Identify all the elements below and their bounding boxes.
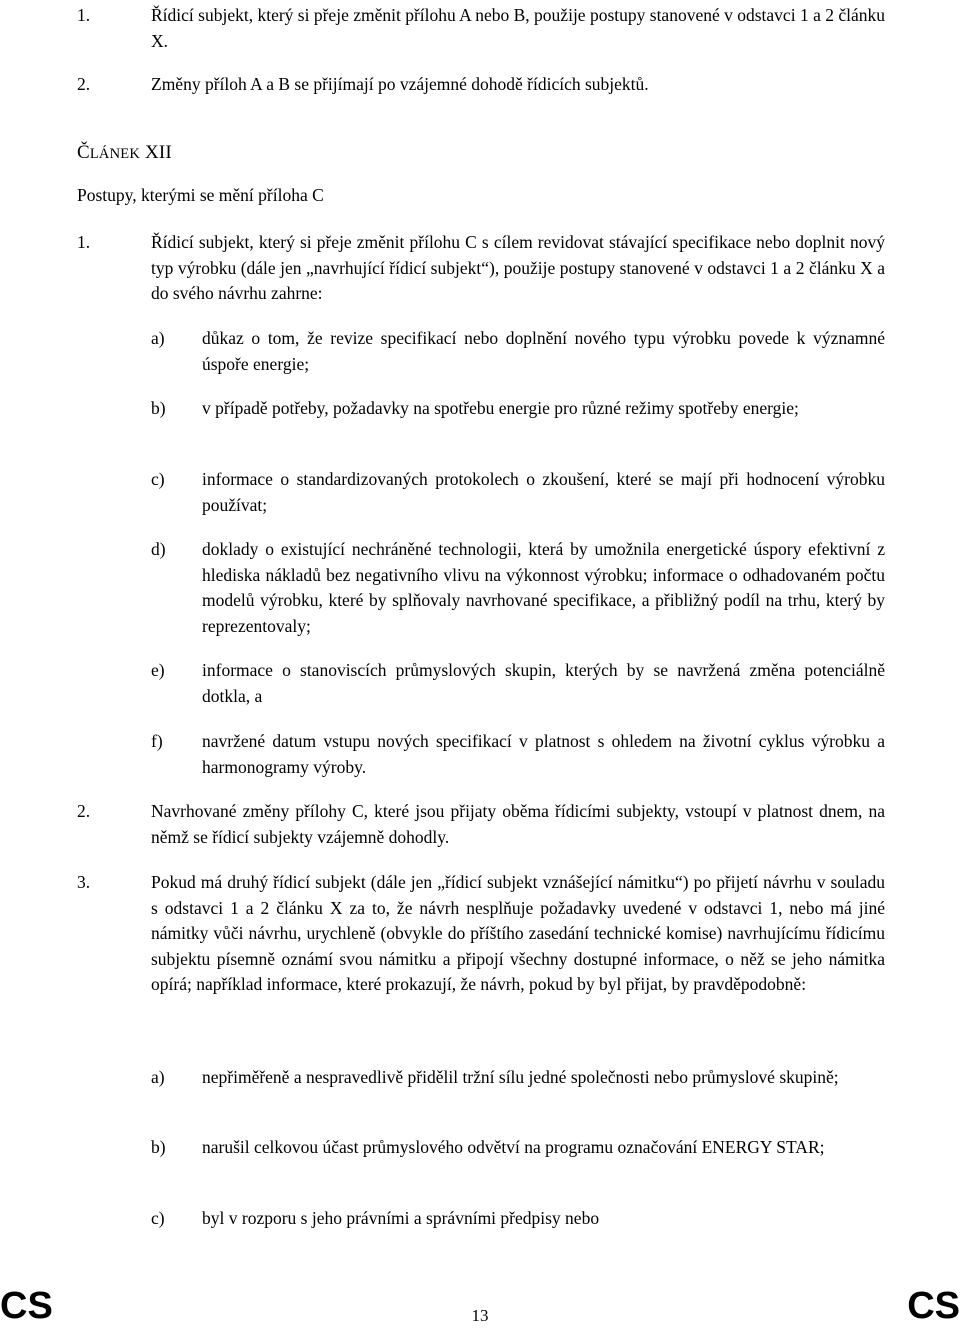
article-subtitle: Postupy, kterými se mění příloha C (77, 185, 324, 205)
list-item-3a (151, 1065, 885, 1091)
list-label: a) (151, 1067, 165, 1087)
list-item-1b (151, 396, 885, 422)
list-label: c) (151, 469, 165, 489)
list-label: d) (151, 539, 166, 559)
list-label: a) (151, 328, 165, 348)
list-label: f) (151, 731, 163, 751)
list-item-1f (151, 729, 885, 780)
paragraph-number: 1. (77, 5, 91, 25)
paragraph-number: 3. (77, 872, 91, 892)
paragraph-item-2 (77, 72, 885, 98)
list-text: v případě potřeby, požadavky na spotřebu energie pro různé režimy spotřeby energie; (202, 398, 799, 418)
paragraph-text: Řídicí subjekt, který si přeje změnit přílohu C s cílem revidovat stávající specifikace nebo doplnit nový typ výrobku (dále jen „navrhující řídicí subjekt“), použije postupy stanovené v odstavci 1 a 2 článku X a do svého návrhu zahrne: (151, 232, 885, 303)
article-paragraph-2 (77, 799, 885, 850)
paragraph-number: 2. (77, 801, 91, 821)
list-text: nepřiměřeně a nespravedlivě přidělil tržní sílu jedné společnosti nebo průmyslové skupině; (202, 1067, 839, 1087)
paragraph-text: Řídicí subjekt, který si přeje změnit přílohu A nebo B, použije postupy stanovené v odstavci 1 a 2 článku X. (151, 5, 885, 51)
paragraph-number: 1. (77, 232, 91, 252)
list-text: důkaz o tom, že revize specifikací nebo doplnění nového typu výrobku povede k významné úspoře energie; (202, 328, 885, 374)
list-text: doklady o existující nechráněné technologii, která by umožnila energetické úspory efektivní z hlediska nákladů bez negativního vlivu na výkonnost výrobku; informace o odhadovaném počtu modelů výrobku, které by splňovaly navrhované specifikace, a přibližný podíl na trhu, který by reprezentovaly; (202, 539, 885, 636)
list-item-1c (151, 467, 885, 518)
page-number: 13 (471, 1306, 489, 1325)
list-label: e) (151, 660, 165, 680)
paragraph-text: Navrhované změny přílohy C, které jsou přijaty oběma řídicími subjekty, vstoupí v platnost dnem, na němž se řídicí subjekty vzájemně dohodly. (151, 801, 885, 847)
article-heading-initial: Č (77, 142, 90, 163)
list-label: c) (151, 1208, 165, 1228)
list-item-1a (151, 326, 885, 377)
article-paragraph-3 (77, 870, 885, 998)
paragraph-text: Pokud má druhý řídicí subjekt (dále jen „řídicí subjekt vznášející námitku“) po přijetí návrhu v souladu s odstavci 1 a 2 článku X za to, že návrh nesplňuje požadavky uvedené v odstavci 1, nebo má jiné námitky vůči návrhu, urychleně (obvykle do příštího zasedání technické komise) navrhujícímu řídicímu subjektu písemně oznámí svou námitku a připojí všechny dostupné informace, o něž se jeho námitka opírá; například informace, které prokazují, že návrh, pokud by byl přijat, by pravděpodobně: (151, 872, 885, 994)
paragraph-item-1 (77, 3, 885, 54)
paragraph-number: 2. (77, 74, 91, 94)
article-heading (77, 140, 172, 168)
footer-language-code-right: CS (907, 1285, 960, 1327)
paragraph-text: Změny příloh A a B se přijímají po vzájemné dohodě řídicích subjektů. (151, 74, 649, 94)
list-label: b) (151, 398, 166, 418)
list-text: informace o standardizovaných protokolech o zkoušení, které se mají při hodnocení výrobku používat; (202, 469, 885, 515)
article-heading-numeral: XII (144, 142, 172, 163)
list-text: narušil celkovou účast průmyslového odvětví na programu označování ENERGY STAR; (202, 1137, 825, 1157)
list-text: informace o stanoviscích průmyslových skupin, kterých by se navržená změna potenciálně dotkla, a (202, 660, 885, 706)
list-item-1e (151, 658, 885, 709)
footer-language-code-left: CS (0, 1285, 53, 1327)
list-text: byl v rozporu s jeho právními a správními předpisy nebo (202, 1208, 600, 1228)
list-item-3c (151, 1206, 885, 1232)
list-label: b) (151, 1137, 166, 1157)
article-paragraph-1 (77, 230, 885, 307)
list-item-1d (151, 537, 885, 639)
list-item-3b (151, 1135, 885, 1161)
article-heading-smallcaps: LÁNEK (89, 146, 141, 162)
list-text: navržené datum vstupu nových specifikací v platnost s ohledem na životní cyklus výrobku a harmonogramy výroby. (202, 731, 885, 777)
